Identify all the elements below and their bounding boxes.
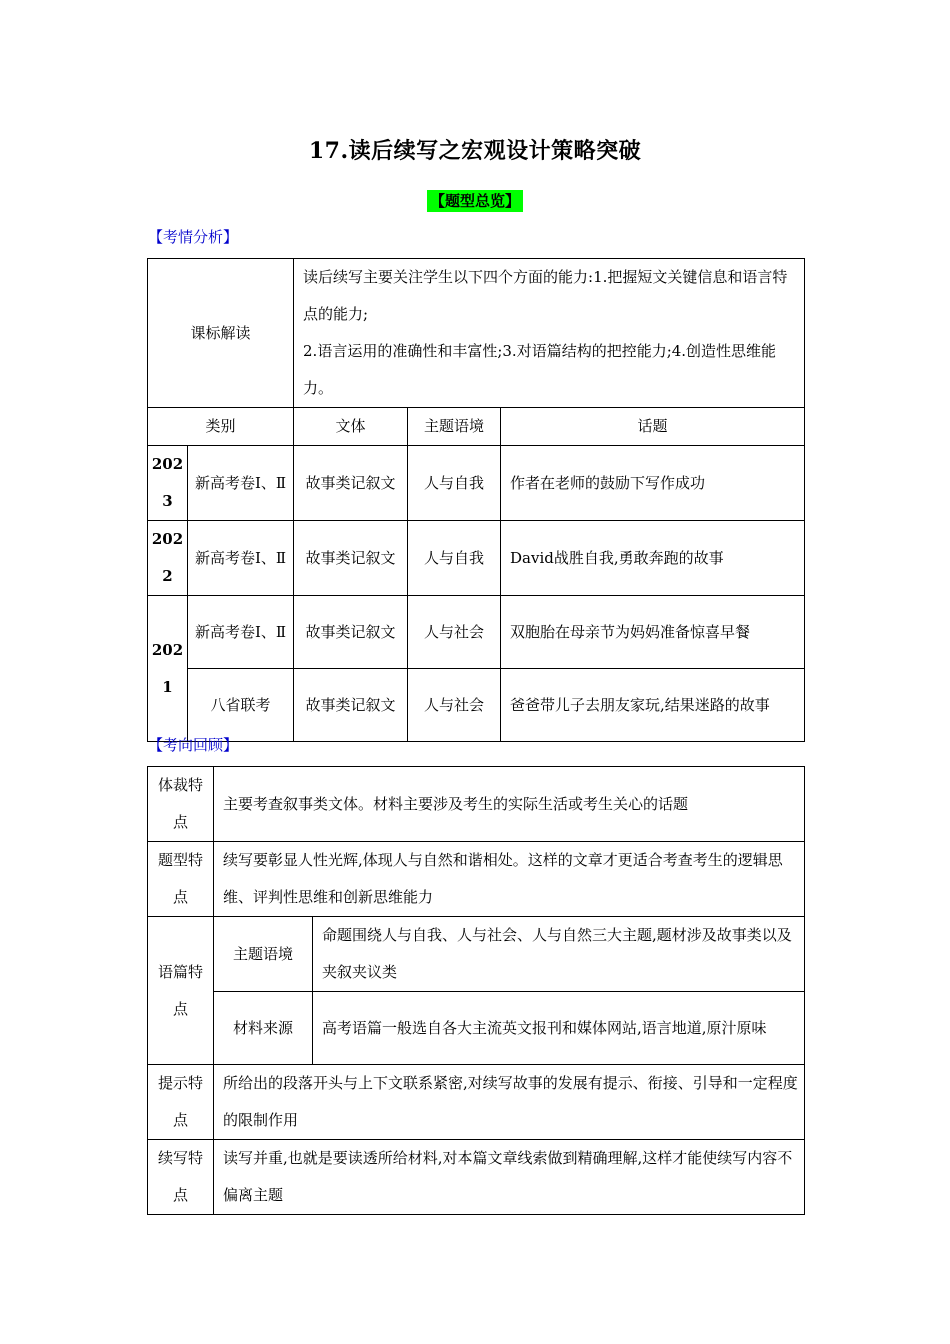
topic-cell: 作者在老师的鼓励下写作成功 [501, 446, 805, 521]
overview-banner-wrap [0, 190, 950, 212]
header-category: 类别 [148, 408, 294, 446]
type-feature-text: 续写要彰显人性光辉,体现人与自然和谐相处。这样的文章才更适合考查考生的逻辑思维、评判性思维和创新思维能力 [214, 842, 805, 917]
section-label-exam-review: 【考向回顾】 [148, 736, 239, 754]
paper-cell: 新高考卷Ⅰ、Ⅱ [188, 596, 294, 669]
material-source-text: 高考语篇一般选自各大主流英文报刊和媒体网站,语言地道,原汁原味 [313, 992, 805, 1065]
genre-cell: 故事类记叙文 [294, 521, 408, 596]
paper-cell: 新高考卷Ⅰ、Ⅱ [188, 521, 294, 596]
context-cell: 人与社会 [408, 596, 501, 669]
table-header-row [148, 408, 805, 446]
curriculum-label: 课标解读 [148, 259, 294, 408]
paper-cell: 新高考卷Ⅰ、Ⅱ [188, 446, 294, 521]
header-topic: 话题 [501, 408, 805, 446]
material-source-label: 材料来源 [214, 992, 313, 1065]
genre-cell: 故事类记叙文 [294, 446, 408, 521]
context-cell: 人与社会 [408, 669, 501, 742]
topic-cell: 双胞胎在母亲节为妈妈准备惊喜早餐 [501, 596, 805, 669]
header-context: 主题语境 [408, 408, 501, 446]
genre-cell: 故事类记叙文 [294, 669, 408, 742]
curriculum-text-line1: 读后续写主要关注学生以下四个方面的能力:1.把握短文关键信息和语言特点的能力; [303, 268, 788, 323]
genre-feature-text: 主要考查叙事类文体。材料主要涉及考生的实际生活或考生关心的话题 [214, 767, 805, 842]
table-row [148, 596, 805, 669]
section-label-exam-analysis: 【考情分析】 [148, 228, 239, 246]
genre-feature-row [148, 767, 805, 842]
context-cell: 人与自我 [408, 446, 501, 521]
table-row [148, 669, 805, 742]
discourse-theme-row [148, 917, 805, 992]
curriculum-row [148, 259, 805, 408]
genre-cell: 故事类记叙文 [294, 596, 408, 669]
curriculum-text-line2: 2.语言运用的准确性和丰富性;3.对语篇结构的把控能力;4.创造性思维能力。 [303, 342, 777, 397]
header-genre: 文体 [294, 408, 408, 446]
exam-analysis-table [147, 258, 805, 742]
genre-feature-label: 体裁特点 [148, 767, 214, 842]
theme-context-text: 命题围绕人与自我、人与社会、人与自然三大主题,题材涉及故事类以及夹叙夹议类 [313, 917, 805, 992]
type-feature-label: 题型特点 [148, 842, 214, 917]
discourse-feature-label: 语篇特点 [148, 917, 214, 1065]
overview-banner: 【题型总览】 [427, 190, 523, 212]
year-cell: 2022 [148, 521, 188, 596]
hint-feature-text: 所给出的段落开头与上下文联系紧密,对续写故事的发展有提示、衔接、引导和一定程度的限制作用 [214, 1065, 805, 1140]
paper-cell: 八省联考 [188, 669, 294, 742]
page-title: 17.读后续写之宏观设计策略突破 [308, 138, 642, 164]
table-row [148, 521, 805, 596]
hint-feature-label: 提示特点 [148, 1065, 214, 1140]
topic-cell: 爸爸带儿子去朋友家玩,结果迷路的故事 [501, 669, 805, 742]
topic-cell: David战胜自我,勇敢奔跑的故事 [501, 521, 805, 596]
type-feature-row [148, 842, 805, 917]
year-cell: 2021 [148, 596, 188, 742]
continuation-feature-text: 读写并重,也就是要读透所给材料,对本篇文章线索做到精确理解,这样才能使续写内容不偏离主题 [214, 1140, 805, 1215]
context-cell: 人与自我 [408, 521, 501, 596]
curriculum-text [294, 259, 805, 408]
theme-context-label: 主题语境 [214, 917, 313, 992]
year-cell: 2023 [148, 446, 188, 521]
continuation-feature-label: 续写特点 [148, 1140, 214, 1215]
table-row [148, 446, 805, 521]
exam-review-table [147, 766, 805, 1215]
continuation-feature-row [148, 1140, 805, 1215]
hint-feature-row [148, 1065, 805, 1140]
discourse-source-row [148, 992, 805, 1065]
